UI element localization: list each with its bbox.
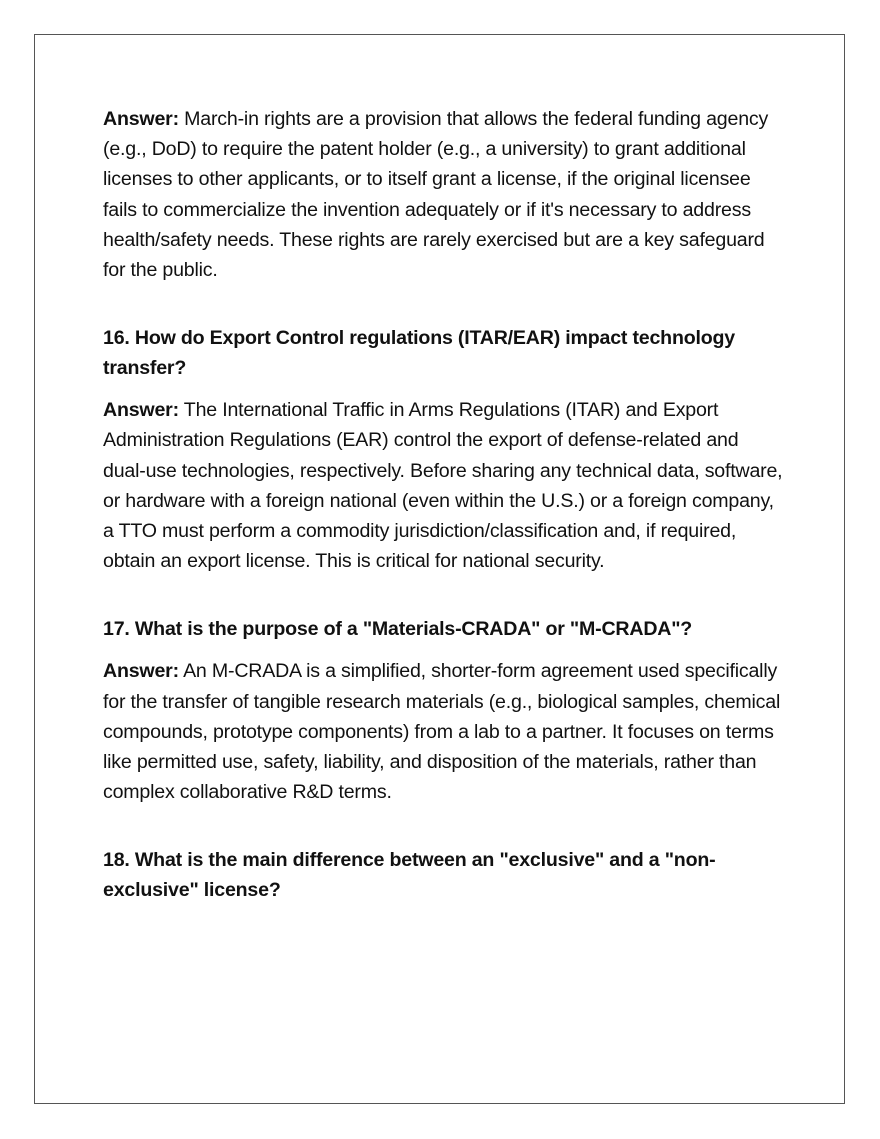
document-body (103, 104, 783, 905)
answer-label: Answer: (103, 660, 179, 683)
answer-16 (103, 395, 783, 576)
question-16: 16. How do Export Control regulations (ITAR/EAR) impact technology transfer? (103, 327, 735, 380)
question-18: 18. What is the main difference between an "exclusive" and a "non-exclusive" license? (103, 849, 716, 902)
answer-text: March-in rights are a provision that allows the federal funding agency (e.g., DoD) to require the patent holder (e.g., a university) to grant additional licenses to other applicants, or to itself grant a license, if the original licensee fails to commercialize the invention adequately or if it's necessary to address health/safety needs. These rights are rarely exercised but are a key safeguard for the public. (103, 108, 769, 282)
answer-text: The International Traffic in Arms Regulations (ITAR) and Export Administration Regulations (EAR) control the export of defense-related and dual-use technologies, respectively. Before sharing any technical data, software, or hardware with a foreign national (even within the U.S.) or a foreign company, a TTO must perform a commodity jurisdiction/classification and, if required, obtain an export license. This is critical for national security. (103, 399, 783, 573)
answer-label: Answer: (103, 108, 179, 130)
answer-label: Answer: (103, 399, 179, 422)
answer-17 (103, 656, 783, 807)
answer-15 (103, 104, 783, 285)
question-17: 17. What is the purpose of a "Materials-CRADA" or "M-CRADA"? (103, 618, 693, 641)
answer-text: An M-CRADA is a simplified, shorter-form agreement used specifically for the transfer of tangible research materials (e.g., biological samples, chemical compounds, prototype components) from a lab to a partner. It focuses on terms like permitted use, safety, liability, and disposition of the materials, rather than complex collaborative R&D terms. (103, 660, 781, 804)
